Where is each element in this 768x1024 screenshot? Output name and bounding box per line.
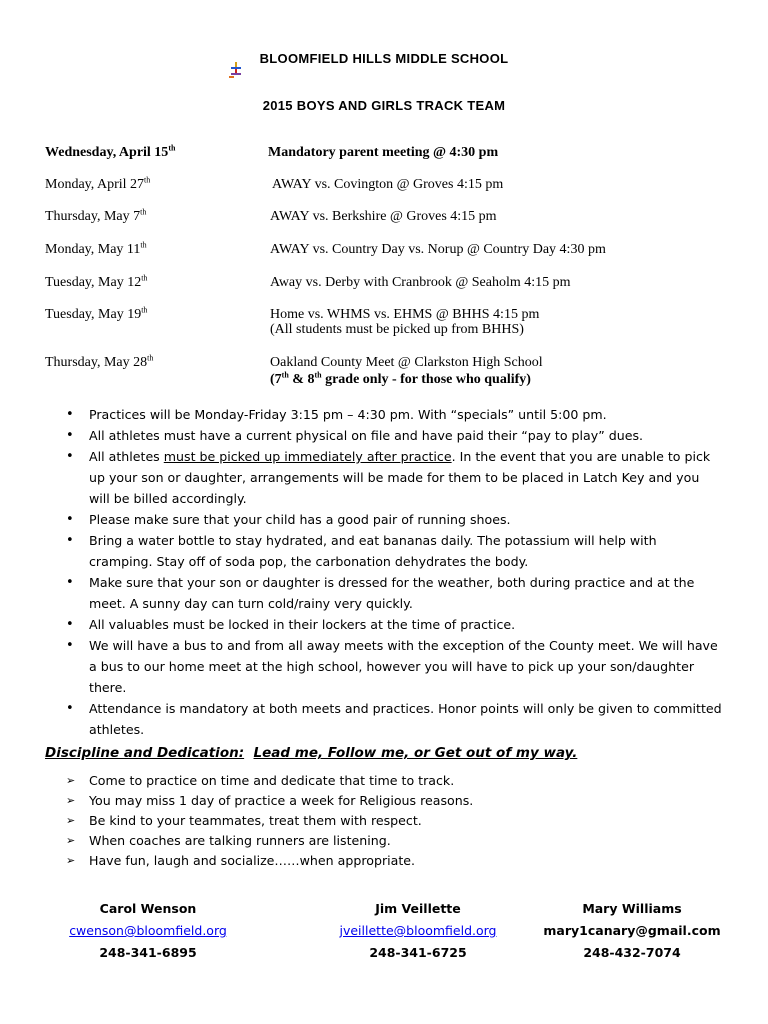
schedule-date: Tuesday, May 19th [45, 305, 148, 322]
list-item: ➢ Have fun, laugh and socialize……when appropriate. [64, 851, 473, 871]
coach-phone: 248-341-6725 [369, 945, 467, 960]
team-title: 2015 BOYS AND GIRLS TRACK TEAM [262, 98, 506, 113]
schedule-event: AWAY vs. Country Day vs. Norup @ Country Day 4:30 pm [270, 242, 606, 257]
coach-phone: 248-341-6895 [99, 945, 197, 960]
coach-name: Jim Veillette [375, 901, 461, 916]
list-item: • Attendance is mandatory at both meets and practices. Honor points will only be given to committed athletes. [64, 698, 724, 740]
list-item: ➢ When coaches are talking runners are listening. [64, 831, 473, 851]
list-item: • All valuables must be locked in their lockers at the time of practice. [64, 614, 724, 635]
coach-name: Mary Williams [582, 901, 682, 916]
arrow-bullet-icon: ➢ [66, 774, 76, 787]
schedule-event: Mandatory parent meeting @ 4:30 pm [268, 145, 499, 160]
list-item: ➢ You may miss 1 day of practice a week for Religious reasons. [64, 791, 473, 811]
arrow-bullet-icon: ➢ [66, 794, 76, 807]
bullet-icon: • [66, 449, 74, 464]
arrow-bullet-icon: ➢ [66, 814, 76, 827]
bullet-icon: • [66, 407, 74, 422]
coach-name: Carol Wenson [99, 901, 197, 916]
list-item: • We will have a bus to and from all away meets with the exception of the County meet. We will have a bus to our home meet at the high school, however you will have to pick up your son/daughter there. [64, 635, 724, 698]
arrow-bullet-icon: ➢ [66, 854, 76, 867]
bullet-icon: • [66, 512, 74, 527]
list-item: • Please make sure that your child has a good pair of running shoes. [64, 509, 724, 530]
school-name: BLOOMFIELD HILLS MIDDLE SCHOOL [259, 51, 509, 66]
bullet-icon: • [66, 428, 74, 443]
schedule-event: Home vs. WHMS vs. EHMS @ BHHS 4:15 pm [270, 307, 540, 322]
bullet-icon: • [66, 617, 74, 632]
discipline-heading: Discipline and Dedication: Lead me, Follow me, or Get out of my way. [45, 745, 578, 761]
list-item: • All athletes must have a current physical on file and have paid their “pay to play” dues. [64, 425, 724, 446]
list-item: ➢ Be kind to your teammates, treat them with respect. [64, 811, 473, 831]
schedule-note: (All students must be picked up from BHHS) [270, 322, 524, 337]
list-item: • Make sure that your son or daughter is dressed for the weather, both during practice and at the meet. A sunny day can turn cold/rainy very quickly. [64, 572, 724, 614]
schedule-event: Oakland County Meet @ Clarkston High School [270, 355, 543, 370]
schedule-event: AWAY vs. Berkshire @ Groves 4:15 pm [270, 209, 497, 224]
bullet-icon: • [66, 638, 74, 653]
schedule-note: (7th & 8th grade only - for those who qualify) [270, 370, 531, 387]
coach-email-link[interactable]: cwenson@bloomfield.org [69, 923, 227, 938]
bullet-icon: • [66, 533, 74, 548]
coach-contact [532, 898, 732, 964]
schedule-date: Monday, April 27th [45, 175, 151, 192]
bullet-icon: • [66, 575, 74, 590]
schedule-date: Monday, May 11th [45, 240, 147, 257]
schedule-event: AWAY vs. Covington @ Groves 4:15 pm [272, 177, 504, 192]
schedule-date: Tuesday, May 12th [45, 273, 148, 290]
coach-contact [318, 898, 518, 964]
list-item: • Bring a water bottle to stay hydrated, and eat bananas daily. The potassium will help with cramping. Stay off of soda pop, the carbonation dehydrates the body. [64, 530, 724, 572]
schedule-date: Thursday, May 28th [45, 353, 154, 370]
coach-phone: 248-432-7074 [583, 945, 681, 960]
arrow-bullet-icon: ➢ [66, 834, 76, 847]
coach-contact [48, 898, 248, 964]
coach-email: mary1canary@gmail.com [543, 923, 721, 938]
schedule-date: Wednesday, April 15th [45, 143, 176, 160]
policy-bullet-list [64, 404, 724, 740]
schedule-date: Thursday, May 7th [45, 207, 147, 224]
list-item: • All athletes must be picked up immediately after practice. In the event that you are unable to pick up your son or daughter, arrangements will be made for them to be placed in Latch Key and you will be billed accordingly. [64, 446, 724, 509]
team-rules-list [64, 771, 473, 871]
schedule-event: Away vs. Derby with Cranbrook @ Seaholm 4:15 pm [270, 275, 571, 290]
bullet-icon: • [66, 701, 74, 716]
coach-email-link[interactable]: jveillette@bloomfield.org [339, 923, 497, 938]
list-item: • Practices will be Monday-Friday 3:15 pm – 4:30 pm. With “specials” until 5:00 pm. [64, 404, 724, 425]
list-item: ➢ Come to practice on time and dedicate that time to track. [64, 771, 473, 791]
